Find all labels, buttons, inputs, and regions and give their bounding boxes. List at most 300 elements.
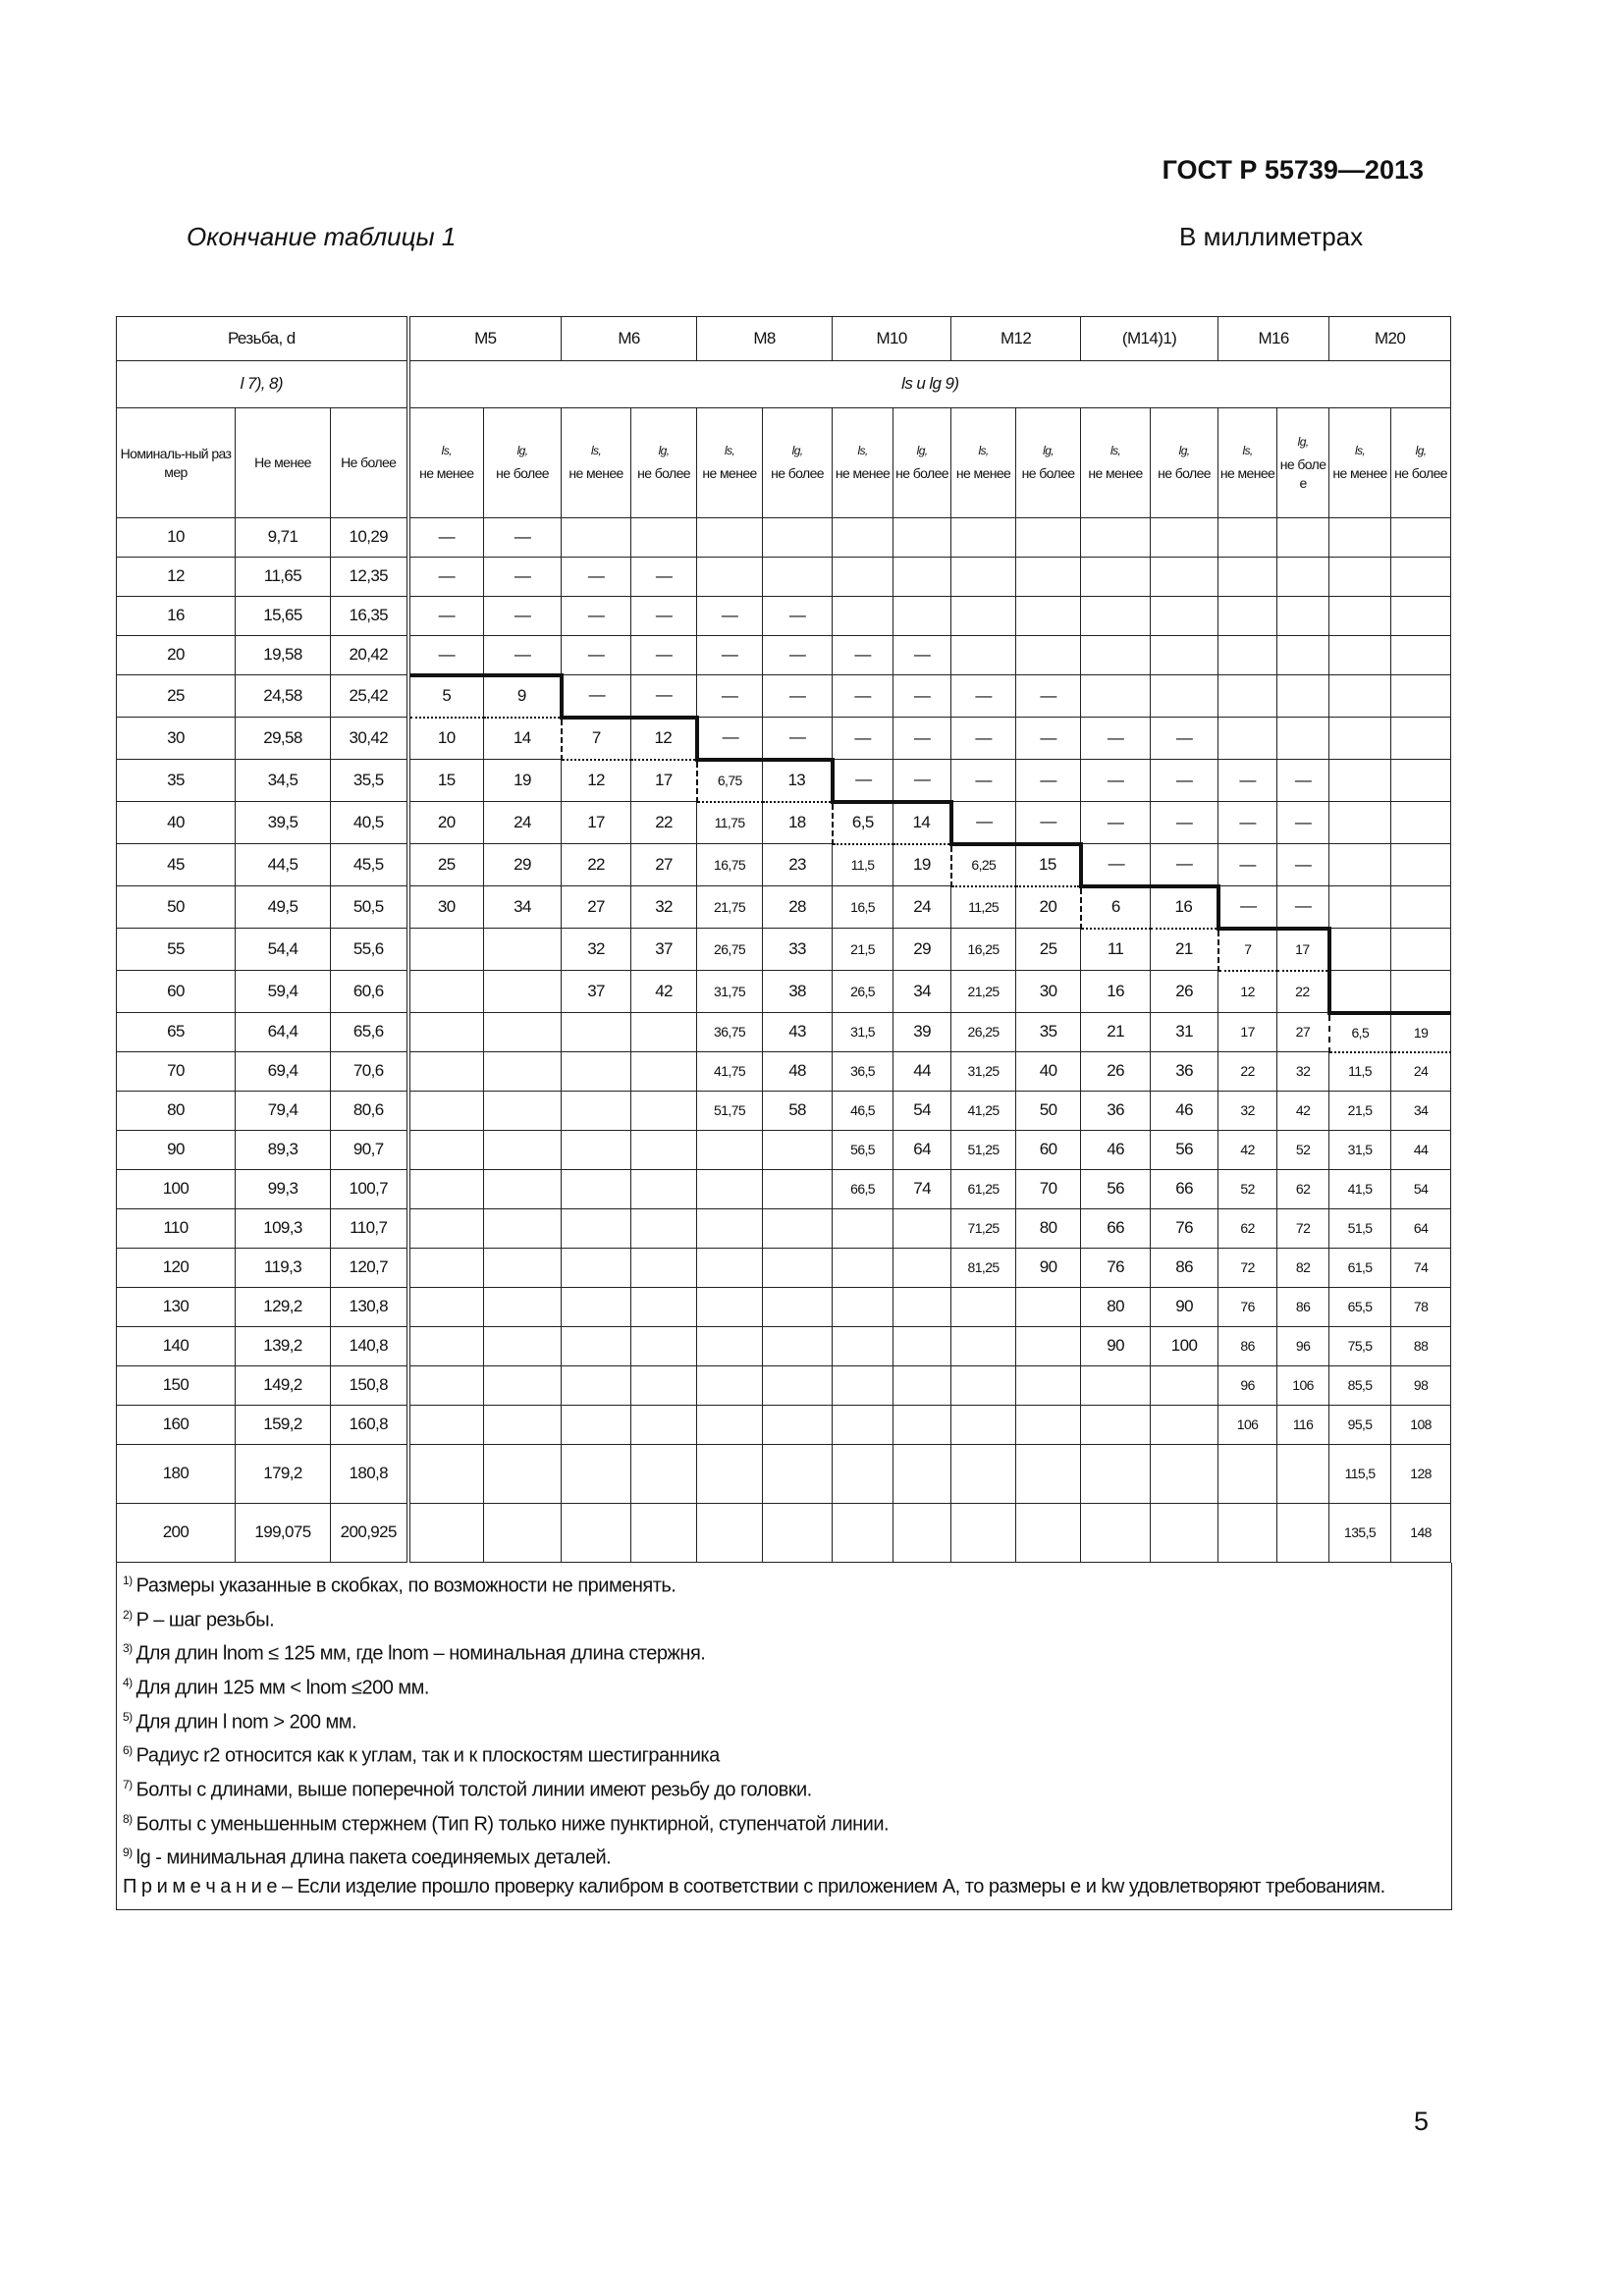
ls-lg-value: 19 <box>893 844 951 886</box>
min-length: 109,3 <box>236 1209 331 1249</box>
ls-lg-value <box>1391 718 1451 760</box>
ls-lg-value <box>697 1406 763 1445</box>
ls-lg-value: 23 <box>763 844 833 886</box>
ls-lg-value <box>1151 597 1218 636</box>
ls-lg-value: 86 <box>1218 1327 1277 1366</box>
symbol-label: ls, <box>1109 443 1121 457</box>
ls-lg-value: — <box>1016 675 1081 718</box>
ls-lg-value <box>1329 558 1391 597</box>
ls-lg-value: 37 <box>631 929 697 971</box>
limit-label: не более <box>1394 465 1447 482</box>
table-row <box>117 844 1451 886</box>
ls-lg-value: 17 <box>1218 1013 1277 1052</box>
ls-lg-value <box>408 1170 484 1209</box>
footnote-number: 3) <box>123 1641 133 1656</box>
ls-lg-value: 90 <box>1016 1249 1081 1288</box>
ls-lg-value: 24 <box>1391 1052 1451 1092</box>
ls-lg-value <box>562 1052 631 1092</box>
limit-label: не более <box>1158 465 1211 482</box>
ls-lg-value: 26,75 <box>697 929 763 971</box>
max-length: 30,42 <box>331 718 408 760</box>
ls-lg-value <box>1329 929 1391 971</box>
ls-lg-value <box>1218 718 1277 760</box>
ls-lg-value: — <box>1218 760 1277 802</box>
ls-lg-value: 7 <box>562 718 631 760</box>
ls-lg-value <box>833 1445 893 1504</box>
max-length: 140,8 <box>331 1327 408 1366</box>
ls-lg-value <box>1329 760 1391 802</box>
ls-lg-value <box>763 1209 833 1249</box>
ls-lg-value <box>893 597 951 636</box>
ls-lg-value <box>833 1288 893 1327</box>
table-row <box>117 1288 1451 1327</box>
max-length: 25,42 <box>331 675 408 718</box>
thread-size-header: M12 <box>951 317 1081 361</box>
ls-lg-value <box>1218 675 1277 718</box>
symbol-label: lg, <box>1415 443 1427 457</box>
ls-lg-value: 30 <box>1016 971 1081 1013</box>
max-length: 55,6 <box>331 929 408 971</box>
limit-label: не более <box>1021 465 1075 482</box>
ls-lg-value <box>562 1092 631 1131</box>
ls-lg-value: 6 <box>1081 886 1151 929</box>
ls-lg-value: 52 <box>1277 1131 1329 1170</box>
limit-label: не более <box>895 465 948 482</box>
nominal-size: 16 <box>117 597 236 636</box>
max-length: 45,5 <box>331 844 408 886</box>
thread-size-header: M6 <box>562 317 697 361</box>
nominal-size: 150 <box>117 1366 236 1406</box>
ls-lg-value <box>763 1445 833 1504</box>
ls-lg-value: 76 <box>1218 1288 1277 1327</box>
ls-lg-value <box>1151 675 1218 718</box>
max-length: 12,35 <box>331 558 408 597</box>
ls-lg-value: 128 <box>1391 1445 1451 1504</box>
ls-lg-value: 80 <box>1016 1209 1081 1249</box>
ls-lg-value <box>833 558 893 597</box>
ls-lg-value <box>1151 1504 1218 1563</box>
min-length: 15,65 <box>236 597 331 636</box>
ls-lg-value <box>562 1366 631 1406</box>
ls-lg-value <box>562 1504 631 1563</box>
ls-lg-value: — <box>1151 844 1218 886</box>
ls-lg-value: 32 <box>1218 1092 1277 1131</box>
ls-lg-value <box>893 1504 951 1563</box>
ls-lg-value: 38 <box>763 971 833 1013</box>
ls-lg-value <box>408 1013 484 1052</box>
ls-lg-value <box>484 1366 562 1406</box>
ls-lg-value: 15 <box>408 760 484 802</box>
ls-lg-value: 71,25 <box>951 1209 1016 1249</box>
min-length: 29,58 <box>236 718 331 760</box>
ls-lg-value: — <box>1016 760 1081 802</box>
ls-lg-value <box>833 1209 893 1249</box>
ls-lg-value: 16 <box>1151 886 1218 929</box>
table-row <box>117 886 1451 929</box>
ls-lg-value: 70 <box>1016 1170 1081 1209</box>
nominal-size: 35 <box>117 760 236 802</box>
ls-lg-value <box>484 971 562 1013</box>
ls-lg-value <box>697 1366 763 1406</box>
min-length: 79,4 <box>236 1092 331 1131</box>
nominal-size: 65 <box>117 1013 236 1052</box>
ls-lg-value <box>1016 1406 1081 1445</box>
max-length: 90,7 <box>331 1131 408 1170</box>
ls-lg-value: 10 <box>408 718 484 760</box>
ls-lg-value: 26,25 <box>951 1013 1016 1052</box>
ls-lg-value: — <box>1277 886 1329 929</box>
ls-lg-value: 12 <box>562 760 631 802</box>
ls-lg-value: 27 <box>631 844 697 886</box>
ls-lg-value <box>1277 518 1329 558</box>
table-row <box>117 1504 1451 1563</box>
symbol-label: ls, <box>1242 443 1253 457</box>
ls-lg-value: — <box>562 597 631 636</box>
document-code: ГОСТ Р 55739—2013 <box>1162 155 1424 185</box>
ls-lg-value: 22 <box>1218 1052 1277 1092</box>
thread-size-header: M5 <box>408 317 562 361</box>
min-length: 129,2 <box>236 1288 331 1327</box>
max-length: 16,35 <box>331 597 408 636</box>
max-length: 80,6 <box>331 1092 408 1131</box>
ls-lg-value <box>1218 636 1277 675</box>
ls-lg-value: 42 <box>631 971 697 1013</box>
limit-label: не менее <box>702 465 757 482</box>
ls-lg-value: 22 <box>1277 971 1329 1013</box>
ls-lg-value <box>1391 929 1451 971</box>
ls-lg-value: 96 <box>1218 1366 1277 1406</box>
ls-lg-value: 98 <box>1391 1366 1451 1406</box>
ls-lg-value: 78 <box>1391 1288 1451 1327</box>
ls-lg-value: — <box>763 675 833 718</box>
ls-lg-value <box>1391 802 1451 844</box>
ls-lg-value: 96 <box>1277 1327 1329 1366</box>
nominal-size: 40 <box>117 802 236 844</box>
ls-lg-value <box>1016 1445 1081 1504</box>
ls-lg-value: 46,5 <box>833 1092 893 1131</box>
footnote <box>123 1839 1445 1873</box>
footnote <box>123 1634 1445 1669</box>
ls-lg-value: 30 <box>408 886 484 929</box>
ls-lg-value: 86 <box>1277 1288 1329 1327</box>
ls-lg-value <box>893 1209 951 1249</box>
ls-lg-value: 18 <box>763 802 833 844</box>
ls-lg-value: — <box>631 597 697 636</box>
ls-lg-value: — <box>697 718 763 760</box>
ls-lg-value <box>484 1406 562 1445</box>
max-length: 40,5 <box>331 802 408 844</box>
table-row <box>117 929 1451 971</box>
ls-lg-value: 51,75 <box>697 1092 763 1131</box>
ls-lg-value <box>484 1052 562 1092</box>
ls-lg-value <box>408 1406 484 1445</box>
ls-lg-value <box>1277 636 1329 675</box>
ls-lg-value <box>951 518 1016 558</box>
limit-label: не более <box>637 465 690 482</box>
ls-lg-value <box>1081 1366 1151 1406</box>
symbol-label: lg, <box>791 443 803 457</box>
ls-lg-value <box>763 1327 833 1366</box>
ls-lg-value: 17 <box>631 760 697 802</box>
ls-lg-value: 24 <box>893 886 951 929</box>
ls-lg-value <box>408 1249 484 1288</box>
footnote-text: Размеры указанные в скобках, по возможности не применять. <box>135 1575 676 1597</box>
footnote <box>123 1771 1445 1805</box>
ls-lg-value: 90 <box>1151 1288 1218 1327</box>
length-subheader: Не менее <box>236 408 331 518</box>
ls-lg-value: 21,25 <box>951 971 1016 1013</box>
lg-subheader <box>484 408 562 518</box>
ls-lg-value: 39 <box>893 1013 951 1052</box>
ls-lg-value: 66,5 <box>833 1170 893 1209</box>
ls-lg-value: 26 <box>1081 1052 1151 1092</box>
footnote <box>123 1669 1445 1703</box>
footnote <box>123 1567 1445 1601</box>
ls-lg-value: 14 <box>893 802 951 844</box>
ls-lg-value: 51,25 <box>951 1131 1016 1170</box>
ls-lg-value <box>631 1092 697 1131</box>
ls-lg-value <box>631 1131 697 1170</box>
max-length: 70,6 <box>331 1052 408 1092</box>
ls-lg-value: 21 <box>1151 929 1218 971</box>
symbol-label: ls, <box>857 443 868 457</box>
ls-lg-value: — <box>1016 802 1081 844</box>
ls-lg-value <box>763 1406 833 1445</box>
min-length: 19,58 <box>236 636 331 675</box>
nominal-size: 45 <box>117 844 236 886</box>
ls-lg-value: 6,75 <box>697 760 763 802</box>
ls-lg-value: — <box>763 718 833 760</box>
ls-lg-value: 15 <box>1016 844 1081 886</box>
lg-subheader <box>631 408 697 518</box>
footnote-text: lg - минимальная длина пакета соединяемых деталей. <box>135 1846 612 1869</box>
footnote-number: 1) <box>123 1574 133 1587</box>
ls-lg-value <box>893 1406 951 1445</box>
ls-lg-value: 6,5 <box>1329 1013 1391 1052</box>
limit-label: не более <box>496 465 549 482</box>
limit-label: не менее <box>1088 465 1143 482</box>
ls-lg-value: 82 <box>1277 1249 1329 1288</box>
nominal-size: 110 <box>117 1209 236 1249</box>
ls-lg-value <box>631 1445 697 1504</box>
ls-lg-value: 74 <box>1391 1249 1451 1288</box>
ls-lg-value <box>1277 1445 1329 1504</box>
ls-lg-value: — <box>951 675 1016 718</box>
ls-subheader <box>951 408 1016 518</box>
ls-lg-value <box>1081 1406 1151 1445</box>
ls-lg-value: 19 <box>1391 1013 1451 1052</box>
ls-lg-value <box>562 1170 631 1209</box>
ls-lg-value <box>1081 636 1151 675</box>
ls-lg-value <box>893 1366 951 1406</box>
min-length: 199,075 <box>236 1504 331 1563</box>
ls-lg-value <box>1329 802 1391 844</box>
ls-lg-value: — <box>833 718 893 760</box>
ls-lg-value <box>1391 760 1451 802</box>
ls-lg-value <box>951 1288 1016 1327</box>
ls-lg-value: — <box>1151 760 1218 802</box>
ls-lg-value <box>951 1327 1016 1366</box>
ls-lg-value: 41,5 <box>1329 1170 1391 1209</box>
ls-lg-value: — <box>1081 760 1151 802</box>
ls-lg-value <box>1218 1504 1277 1563</box>
ls-lg-value <box>1016 636 1081 675</box>
limit-label: не менее <box>1332 465 1387 482</box>
ls-lg-value <box>484 1504 562 1563</box>
footnote <box>123 1805 1445 1840</box>
min-length: 139,2 <box>236 1327 331 1366</box>
ls-lg-value <box>1391 518 1451 558</box>
ls-lg-value: — <box>408 636 484 675</box>
ls-lg-value: 43 <box>763 1013 833 1052</box>
ls-lg-value <box>697 1170 763 1209</box>
ls-lg-value: — <box>408 558 484 597</box>
ls-lg-value <box>631 1170 697 1209</box>
ls-lg-value <box>1016 1327 1081 1366</box>
ls-lg-value: 46 <box>1151 1092 1218 1131</box>
ls-lg-value: — <box>1218 844 1277 886</box>
ls-lg-value <box>833 597 893 636</box>
ls-lg-value: 52 <box>1218 1170 1277 1209</box>
ls-lg-value <box>631 518 697 558</box>
table-row <box>117 1170 1451 1209</box>
min-length: 149,2 <box>236 1366 331 1406</box>
ls-lg-value: 11,5 <box>833 844 893 886</box>
ls-subheader <box>1218 408 1277 518</box>
ls-lg-value: 6,5 <box>833 802 893 844</box>
min-length: 69,4 <box>236 1052 331 1092</box>
thread-size-header: M16 <box>1218 317 1329 361</box>
ls-lg-value: 32 <box>631 886 697 929</box>
ls-lg-value <box>408 1092 484 1131</box>
ls-lg-value <box>408 929 484 971</box>
nominal-size: 100 <box>117 1170 236 1209</box>
ls-lg-value: 56 <box>1081 1170 1151 1209</box>
ls-lg-value <box>1329 597 1391 636</box>
ls-lg-value <box>1218 1445 1277 1504</box>
ls-lg-value: 81,25 <box>951 1249 1016 1288</box>
min-length: 39,5 <box>236 802 331 844</box>
ls-lg-value <box>697 1209 763 1249</box>
ls-lg-value: — <box>408 597 484 636</box>
table-row <box>117 558 1451 597</box>
limit-label: не менее <box>1219 465 1275 482</box>
ls-lg-value: — <box>697 597 763 636</box>
ls-lg-value: 36,5 <box>833 1052 893 1092</box>
ls-lg-value <box>763 1170 833 1209</box>
ls-lg-value: 75,5 <box>1329 1327 1391 1366</box>
ls-lg-value: — <box>893 675 951 718</box>
ls-lg-value <box>763 1288 833 1327</box>
nominal-size: 50 <box>117 886 236 929</box>
table-row <box>117 636 1451 675</box>
remark: П р и м е ч а н и е – Если изделие прошло проверку калибром в соответствии с приложением А, то размеры e и kw удовлетворяют требованиям. <box>123 1875 1385 1897</box>
symbol-label: lg, <box>1297 434 1309 449</box>
ls-lg-value <box>1277 675 1329 718</box>
ls-lg-value <box>408 1327 484 1366</box>
ls-lg-value: 56,5 <box>833 1131 893 1170</box>
ls-lg-value <box>893 1249 951 1288</box>
ls-lg-value: 58 <box>763 1092 833 1131</box>
max-length: 130,8 <box>331 1288 408 1327</box>
nominal-size: 90 <box>117 1131 236 1170</box>
ls-lg-value <box>833 518 893 558</box>
min-length: 54,4 <box>236 929 331 971</box>
ls-lg-value <box>1081 597 1151 636</box>
ls-lg-value <box>562 518 631 558</box>
ls-lg-value: — <box>763 636 833 675</box>
ls-lg-value: — <box>833 760 893 802</box>
ls-lg-value <box>484 1327 562 1366</box>
ls-lg-value <box>408 1209 484 1249</box>
symbol-label: lg, <box>658 443 670 457</box>
ls-lg-value <box>631 1504 697 1563</box>
ls-lg-value: 26 <box>1151 971 1218 1013</box>
ls-lg-value: 31,5 <box>1329 1131 1391 1170</box>
ls-lg-value: 51,5 <box>1329 1209 1391 1249</box>
ls-lg-value: 41,75 <box>697 1052 763 1092</box>
table-caption: Окончание таблицы 1 <box>187 222 457 251</box>
ls-lg-value <box>408 1131 484 1170</box>
ls-lg-value <box>1151 558 1218 597</box>
ls-lg-value: 11 <box>1081 929 1151 971</box>
ls-lg-value: 12 <box>1218 971 1277 1013</box>
ls-lg-value <box>562 1013 631 1052</box>
nominal-size: 140 <box>117 1327 236 1366</box>
ls-lg-value: 34 <box>484 886 562 929</box>
ls-lg-value: — <box>484 597 562 636</box>
ls-lg-value: — <box>1081 802 1151 844</box>
symbol-label: ls, <box>441 443 452 457</box>
ls-lg-value <box>697 518 763 558</box>
ls-lg-value: 116 <box>1277 1406 1329 1445</box>
ls-lg-label: ls и lg 9) <box>408 361 1451 408</box>
ls-lg-value: 106 <box>1218 1406 1277 1445</box>
ls-lg-value: 32 <box>562 929 631 971</box>
table-row <box>117 760 1451 802</box>
ls-lg-value <box>1016 597 1081 636</box>
lg-subheader <box>1391 408 1451 518</box>
ls-lg-value: — <box>484 518 562 558</box>
ls-lg-value: — <box>893 760 951 802</box>
ls-lg-value: 14 <box>484 718 562 760</box>
ls-lg-value <box>697 1249 763 1288</box>
nominal-size: 160 <box>117 1406 236 1445</box>
ls-lg-value <box>1151 1366 1218 1406</box>
units-label: В миллиметрах <box>1179 222 1364 251</box>
ls-lg-value: — <box>893 636 951 675</box>
max-length: 50,5 <box>331 886 408 929</box>
min-length: 89,3 <box>236 1131 331 1170</box>
ls-lg-value <box>562 1445 631 1504</box>
thread-size-header: M20 <box>1329 317 1451 361</box>
footnote-number: 8) <box>123 1811 133 1826</box>
ls-lg-value: 44 <box>1391 1131 1451 1170</box>
ls-lg-value: 80 <box>1081 1288 1151 1327</box>
ls-lg-value: — <box>484 636 562 675</box>
ls-lg-value: 36 <box>1081 1092 1151 1131</box>
ls-lg-value: 42 <box>1218 1131 1277 1170</box>
ls-lg-value: — <box>1277 802 1329 844</box>
ls-lg-value <box>408 1288 484 1327</box>
ls-lg-value: — <box>951 718 1016 760</box>
footnote-text: Болты с длинами, выше поперечной толстой линии имеют резьбу до головки. <box>135 1779 812 1801</box>
ls-lg-value: 56 <box>1151 1131 1218 1170</box>
symbol-label: ls, <box>1354 443 1366 457</box>
ls-lg-value <box>1151 518 1218 558</box>
ls-lg-value: — <box>1277 760 1329 802</box>
max-length: 100,7 <box>331 1170 408 1209</box>
